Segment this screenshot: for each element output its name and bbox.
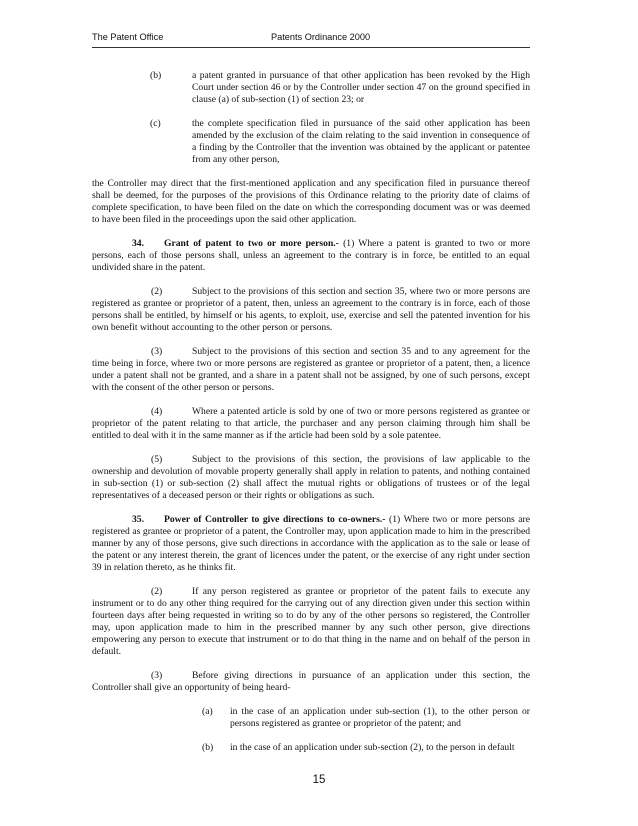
subsection-text: Subject to the provisions of this section and section 35, where two or more persons are registered as grantee or proprietor of a patent, then, unless an agreement to the contrary is in force, each of those persons shall be entitled, by himself or his agents, to exploit, use, exercise and sell the patented invention for his own benefit without accounting to the other person or persons.	[92, 286, 530, 333]
header-center: Patents Ordinance 2000	[271, 32, 371, 42]
clause-marker: (b)	[150, 70, 162, 81]
header-left: The Patent Office	[92, 32, 164, 42]
subsection	[92, 286, 530, 334]
subsection-number: (4)	[151, 406, 163, 417]
section-heading: Power of Controller to give directions to co-owners.-	[164, 514, 386, 525]
section-text: (1) Where two or more persons are registered as grantee or proprietor of a patent, the Controller may, upon application made to him in the prescribed manner by any of those persons, give such directions in accordance with the application as to the sale or lease of the patent or any interest therein, the grant of licences under the patent, or the exercise of any right under section 39 in relation thereto, as he thinks fit.	[92, 514, 530, 573]
subsection-text: Where a patented article is sold by one of two or more persons registered as grantee or proprietor of the patent relating to that article, the purchaser and any person claiming through him shall be entitled to deal with it in the same manner as if the article had been sold by a sole patentee.	[92, 406, 530, 441]
subsection-text: Subject to the provisions of this section, the provisions of law applicable to the ownership and devolution of movable property generally shall apply in relation to patents, and nothing contained in sub-section (1) or sub-section (2) shall affect the mutual rights or obligations of trustees or of the legal representatives of a deceased person or their rights or obligations as such.	[92, 454, 530, 501]
running-header	[92, 32, 530, 46]
section-35	[92, 514, 530, 574]
subsection	[92, 454, 530, 502]
item-marker: (b)	[202, 742, 214, 753]
section-number: 35.	[132, 514, 144, 525]
subsection-number: (2)	[151, 286, 163, 297]
clause-c	[92, 118, 530, 166]
subsection-number: (3)	[151, 346, 163, 357]
subsection	[92, 586, 530, 658]
clause-b	[92, 70, 530, 106]
subsection-number: (5)	[151, 454, 163, 465]
heard-item-a	[92, 706, 530, 730]
clause-marker: (c)	[150, 118, 161, 129]
subsection-number: (3)	[151, 670, 163, 681]
subsection-number: (2)	[151, 586, 163, 597]
section-number: 34.	[132, 238, 144, 249]
subsection-text: Before giving directions in pursuance of an application under this section, the Controller shall give an opportunity of being heard-	[92, 670, 530, 693]
item-text: in the case of an application under sub-section (2), to the person in default	[230, 742, 515, 753]
clause-text: a patent granted in pursuance of that other application has been revoked by the High Court under section 46 or by the Controller under section 47 on the ground specified in clause (a) of sub-section (1) of section 23; or	[192, 70, 530, 105]
item-text: in the case of an application under sub-section (1), to the other person or persons registered as grantee or proprietor of the patent; and	[230, 706, 530, 729]
subsection	[92, 346, 530, 394]
item-marker: (a)	[202, 706, 213, 717]
subsection	[92, 406, 530, 442]
section-34	[92, 238, 530, 274]
heard-item-b	[92, 742, 530, 754]
section-text: (1) Where a patent is granted to two or more persons, each of those persons shall, unless an agreement to the contrary is in force, be entitled to an equal undivided share in the patent.	[92, 238, 530, 273]
header-rule	[92, 47, 530, 48]
clause-text: the complete specification filed in pursuance of the said other application has been amended by the exclusion of the claim relating to the said invention in consequence of a finding by the Controller that the invention was obtained by the applicant or patentee from any other person,	[192, 118, 530, 165]
section-heading: Grant of patent to two or more person.-	[164, 238, 339, 249]
subsection	[92, 670, 530, 694]
subsection-text: Subject to the provisions of this section and section 35 and to any agreement for the time being in force, where two or more persons are registered as grantee or proprietor of a patent, then, a licence under a patent shall not be granted, and a share in a patent shall not be assigned, by one of such persons, except with the consent of the other person or persons.	[92, 346, 530, 393]
page-number: 15	[312, 774, 326, 786]
subsection-text: If any person registered as grantee or proprietor of the patent fails to execute any instrument or to do any other thing required for the carrying out of any direction given under this section within fourteen days after being requested in writing so to do by any of the other persons so registered, the Controller may, upon application made to him in the prescribed manner by any such other person, give directions empowering any person to execute that instrument or to do that thing in the name and on behalf of the person in default.	[92, 586, 530, 657]
document-body	[92, 70, 530, 754]
controller-paragraph: the Controller may direct that the first-mentioned application and any specification filed in pursuance thereof shall be deemed, for the purposes of the provisions of this Ordinance relating to the priority date of claims of complete specification, to have been filed on the date on which the corresponding document was or was deemed to have been filed in the proceedings upon the said other application.	[92, 178, 530, 225]
